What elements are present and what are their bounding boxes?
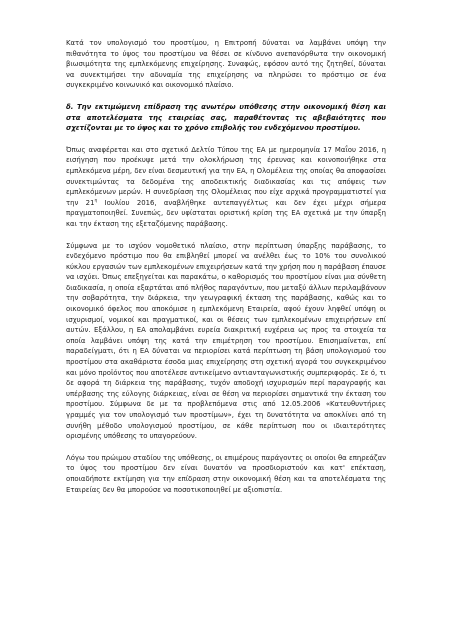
paragraph-fine-viability: Κατά τον υπολογισμό του προστίμου, η Επιτροπή δύναται να λαμβάνει υπόψη την πιθανότητα το ύψος του προστίμου να θέσει σε κίνδυνο ανεπανόρθωτα την οικονομική βιωσιμότητα της εμπλεκόμενης επιχείρησης. Συναφώς, εφόσον αυτό της ζητηθεί, δύναται να συνεκτιμήσει την αδυναμία της επιχείρησης να πληρώσει το πρόστιμο σε ένα συγκεκριμένο κοινωνικό και οικονομικό πλαίσιο. — [66, 39, 386, 90]
paragraph-press-release — [66, 145, 386, 230]
paragraph-press-release-text-1: Όπως αναφέρεται και στο σχετικό Δελτίο Τύπου της ΕΑ με ημερομηνία 17 Μαΐου 2016, η εισήγηση που προέκυψε μετά την ολοκλήρωση της έρευνας και κοινοποιήθηκε στα εμπλεκόμενα μέρη, δεν είναι δεσμευτική για την ΕΑ, η Ολομέλεια της οποίας θα αποφασίσει συνεκτιμώντας τα δεδομένα της αποδεικτικής διαδικασίας και τις απόψεις των εμπλεκόμενων μερών. Η συνεδρίαση της Ολομέλειας που είχε αρχικά προγραμματιστεί για την 21 — [66, 145, 386, 207]
paragraph-legal-framework: Σύμφωνα με το ισχύον νομοθετικό πλαίσιο, στην περίπτωση ύπαρξης παράβασης, το ενδεχόμενο πρόστιμο που θα επιβληθεί μπορεί να ανέλθει έως το 10% του συνολικού κύκλου εργασιών των εμπλεκομένων επιχειρήσεων κατά την χρήση που η παράβαση έπαυσε να ισχύει. Όπως επεξηγείται και παρακάτω, ο καθορισμός του προστίμου είναι μια σύνθετη διαδικασία, η οποία εξαρτάται από πλήθος παραγόντων, που μεταξύ άλλων περιλαμβάνουν την σοβαρότητα, την διάρκεια, την γεωγραφική έκταση της παράβασης, καθώς και το οικονομικό όφελος που αποκόμισε η εμπλεκόμενη Εταιρεία, αφού έχουν ληφθεί υπόψη οι ισχυρισμοί, νομικοί και πραγματικοί, και οι θέσεις των εμπλεκομένων επιχειρήσεων επί αυτών. Εξάλλου, η ΕΑ απολαμβάνει ευρεία διακριτική ευχέρεια ως προς τα στοιχεία τα οποία λαμβάνει υπόψη της κατά την επιμέτρηση του προστίμου. Επισημαίνεται, επί παραδείγματι, ότι η ΕΑ δύναται να περιορίσει κατά περίπτωση τη βάση υπολογισμού του προστίμου στα ακαθάριστα έσοδα μιας επιχείρησης στη σχετική αγορά του συγκεκριμένου και μόνο προϊόντος που αποτέλεσε αντικείμενο αντιανταγωνιστικής συμπεριφοράς. Σε ό, τι δε αφορά τη διάρκεια της παράβασης, τυχόν αποδοχή ισχυρισμών περί παραγραφής και υπέρβασης της εύλογης διάρκειας, είναι σε θέση να περιορίσει σημαντικά την έκταση του προστίμου. Σύμφωνα δε με τα προβλεπόμενα στις από 12.05.2006 «Κατευθυντήριες γραμμές για τον υπολογισμό των προστίμων», έχει τη δυνατότητα να αποκλίνει από τη συνήθη μέθοδο υπολογισμού προστίμου, σε κάθε περίπτωση που οι ιδιαιτερότητες ορισμένης υπόθεσης το υπαγορεύουν. — [66, 241, 386, 441]
paragraph-early-stage: Λόγω του πρώιμου σταδίου της υπόθεσης, οι επιμέρους παράγοντες οι οποίοι θα επηρεάζαν το ύψος του προστίμου δεν είναι δυνατόν να προσδιοριστούν και κατ' επέκταση, οποιαδήποτε εκτίμηση για την επίδραση στην οικονομική θέση και τα αποτελέσματα της Εταιρείας δεν θα μπορούσε να ποσοτικοποιηθεί με αξιοπιστία. — [66, 453, 386, 494]
paragraph-press-release-text-2: Ιουλίου 2016, αναβλήθηκε αυτεπαγγέλτως και δεν έχει μέχρι σήμερα πραγματοποιηθεί. Συνεπώς, δεν υφίσταται οριστική κρίση της ΕΑ σχετικά με την ύπαρξη και την έκταση της εξεταζόμενης παράβασης. — [66, 198, 386, 228]
section-heading-d: δ. Την εκτιμώμενη επίδραση της ανωτέρω υπόθεσης στην οικονομική θέση και στα αποτελέσματα της εταιρείας σας, παραθέτοντας τις αβεβαιότητες που σχετίζονται με το ύψος και το χρόνο επιβολής του ενδεχόμενου προστίμου. — [66, 102, 386, 133]
ordinal-superscript: η — [94, 198, 98, 204]
